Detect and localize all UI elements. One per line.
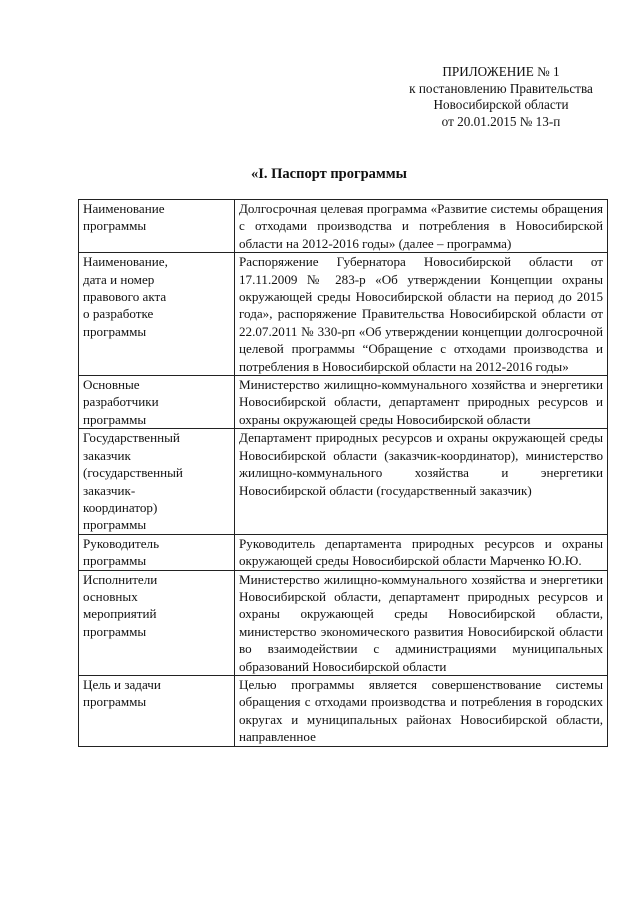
row-label-line: разработчики — [83, 394, 159, 410]
row-label-line: координатор) — [83, 499, 158, 515]
row-label-line: заказчик — [83, 447, 131, 463]
row-label — [79, 253, 235, 376]
appendix-region: Новосибирской области — [433, 97, 569, 113]
row-label-line: (государственный — [83, 465, 183, 481]
row-value: Распоряжение Губернатора Новосибирской области от 17.11.2009 № 283-р «Об утверждении Концепции охраны окружающей среды Новосибирской области на период до 2015 года», распоряжение Правительства Новосибирской области от 22.07.2011 № 330-рп «Об утверждении концепции долгосрочной целевой программы “Обращение с отходами производства и потребления в Новосибирской области на 2012-2016 годы» — [235, 253, 608, 376]
appendix-header — [360, 64, 640, 130]
row-label-line: Цель и задачи — [83, 676, 161, 692]
row-label — [79, 376, 235, 429]
row-label-line: Основные — [83, 377, 140, 393]
row-label-line: основных — [83, 588, 138, 604]
row-value: Министерство жилищно-коммунального хозяйства и энергетики Новосибирской области, департамент природных ресурсов и охраны окружающей среды Новосибирской области, министерство экономического развития Новосибирской области во взаимодействии с администрациями муниципальных образований Новосибирской области — [235, 570, 608, 675]
row-label-line: программы — [83, 623, 147, 639]
row-label-line: программы — [83, 517, 147, 533]
row-label-line: Исполнители — [83, 571, 158, 587]
row-value: Департамент природных ресурсов и охраны окружающей среды Новосибирской области (заказчик-координатор), министерство жилищно-коммунального хозяйства и энергетики Новосибирской области (государственный заказчик) — [235, 429, 608, 534]
row-label-line: Наименование, — [83, 254, 168, 270]
row-label-line: Государственный — [83, 430, 180, 446]
section-title: «I. Паспорт программы — [251, 166, 407, 182]
row-label-line: мероприятий — [83, 606, 157, 622]
appendix-number: ПРИЛОЖЕНИЕ № 1 — [442, 64, 560, 79]
program-passport-table — [78, 199, 608, 747]
appendix-reference: к постановлению Правительства — [409, 80, 593, 96]
row-value: Руководитель департамента природных ресурсов и охраны окружающей среды Новосибирской области Марченко Ю.Ю. — [235, 534, 608, 570]
row-label-line: о разработке — [83, 306, 154, 322]
row-label-line: программы — [83, 694, 147, 710]
row-label-line: дата и номер — [83, 271, 155, 287]
table-row — [79, 376, 608, 429]
row-value: Долгосрочная целевая программа «Развитие системы обращения с отходами производства и потребления в Новосибирской области на 2012-2016 годы» (далее – программа) — [235, 200, 608, 253]
table-row — [79, 675, 608, 746]
table-row — [79, 253, 608, 376]
row-label-line: заказчик- — [83, 482, 136, 498]
row-label-line: правового акта — [83, 289, 167, 305]
row-value: Целью программы является совершенствование системы обращения с отходами производства и потребления в городских округах и муниципальных районах Новосибирской области, направленное — [235, 675, 608, 746]
row-label-line: программы — [83, 411, 147, 427]
row-label-line: программы — [83, 553, 147, 569]
appendix-date-number: от 20.01.2015 № 13-п — [441, 113, 561, 129]
row-label — [79, 675, 235, 746]
table-row — [79, 534, 608, 570]
row-label-line: программы — [83, 218, 147, 234]
row-label-line: Наименование — [83, 201, 165, 216]
table-row — [79, 200, 608, 253]
row-label — [79, 570, 235, 675]
row-label — [79, 429, 235, 534]
row-label-line: Руководитель — [83, 535, 160, 551]
row-label — [79, 200, 235, 253]
table-row — [79, 570, 608, 675]
row-value: Министерство жилищно-коммунального хозяйства и энергетики Новосибирской области, департамент природных ресурсов и охраны окружающей среды Новосибирской области — [235, 376, 608, 429]
row-label-line: программы — [83, 323, 147, 339]
row-label — [79, 534, 235, 570]
table-row — [79, 429, 608, 534]
